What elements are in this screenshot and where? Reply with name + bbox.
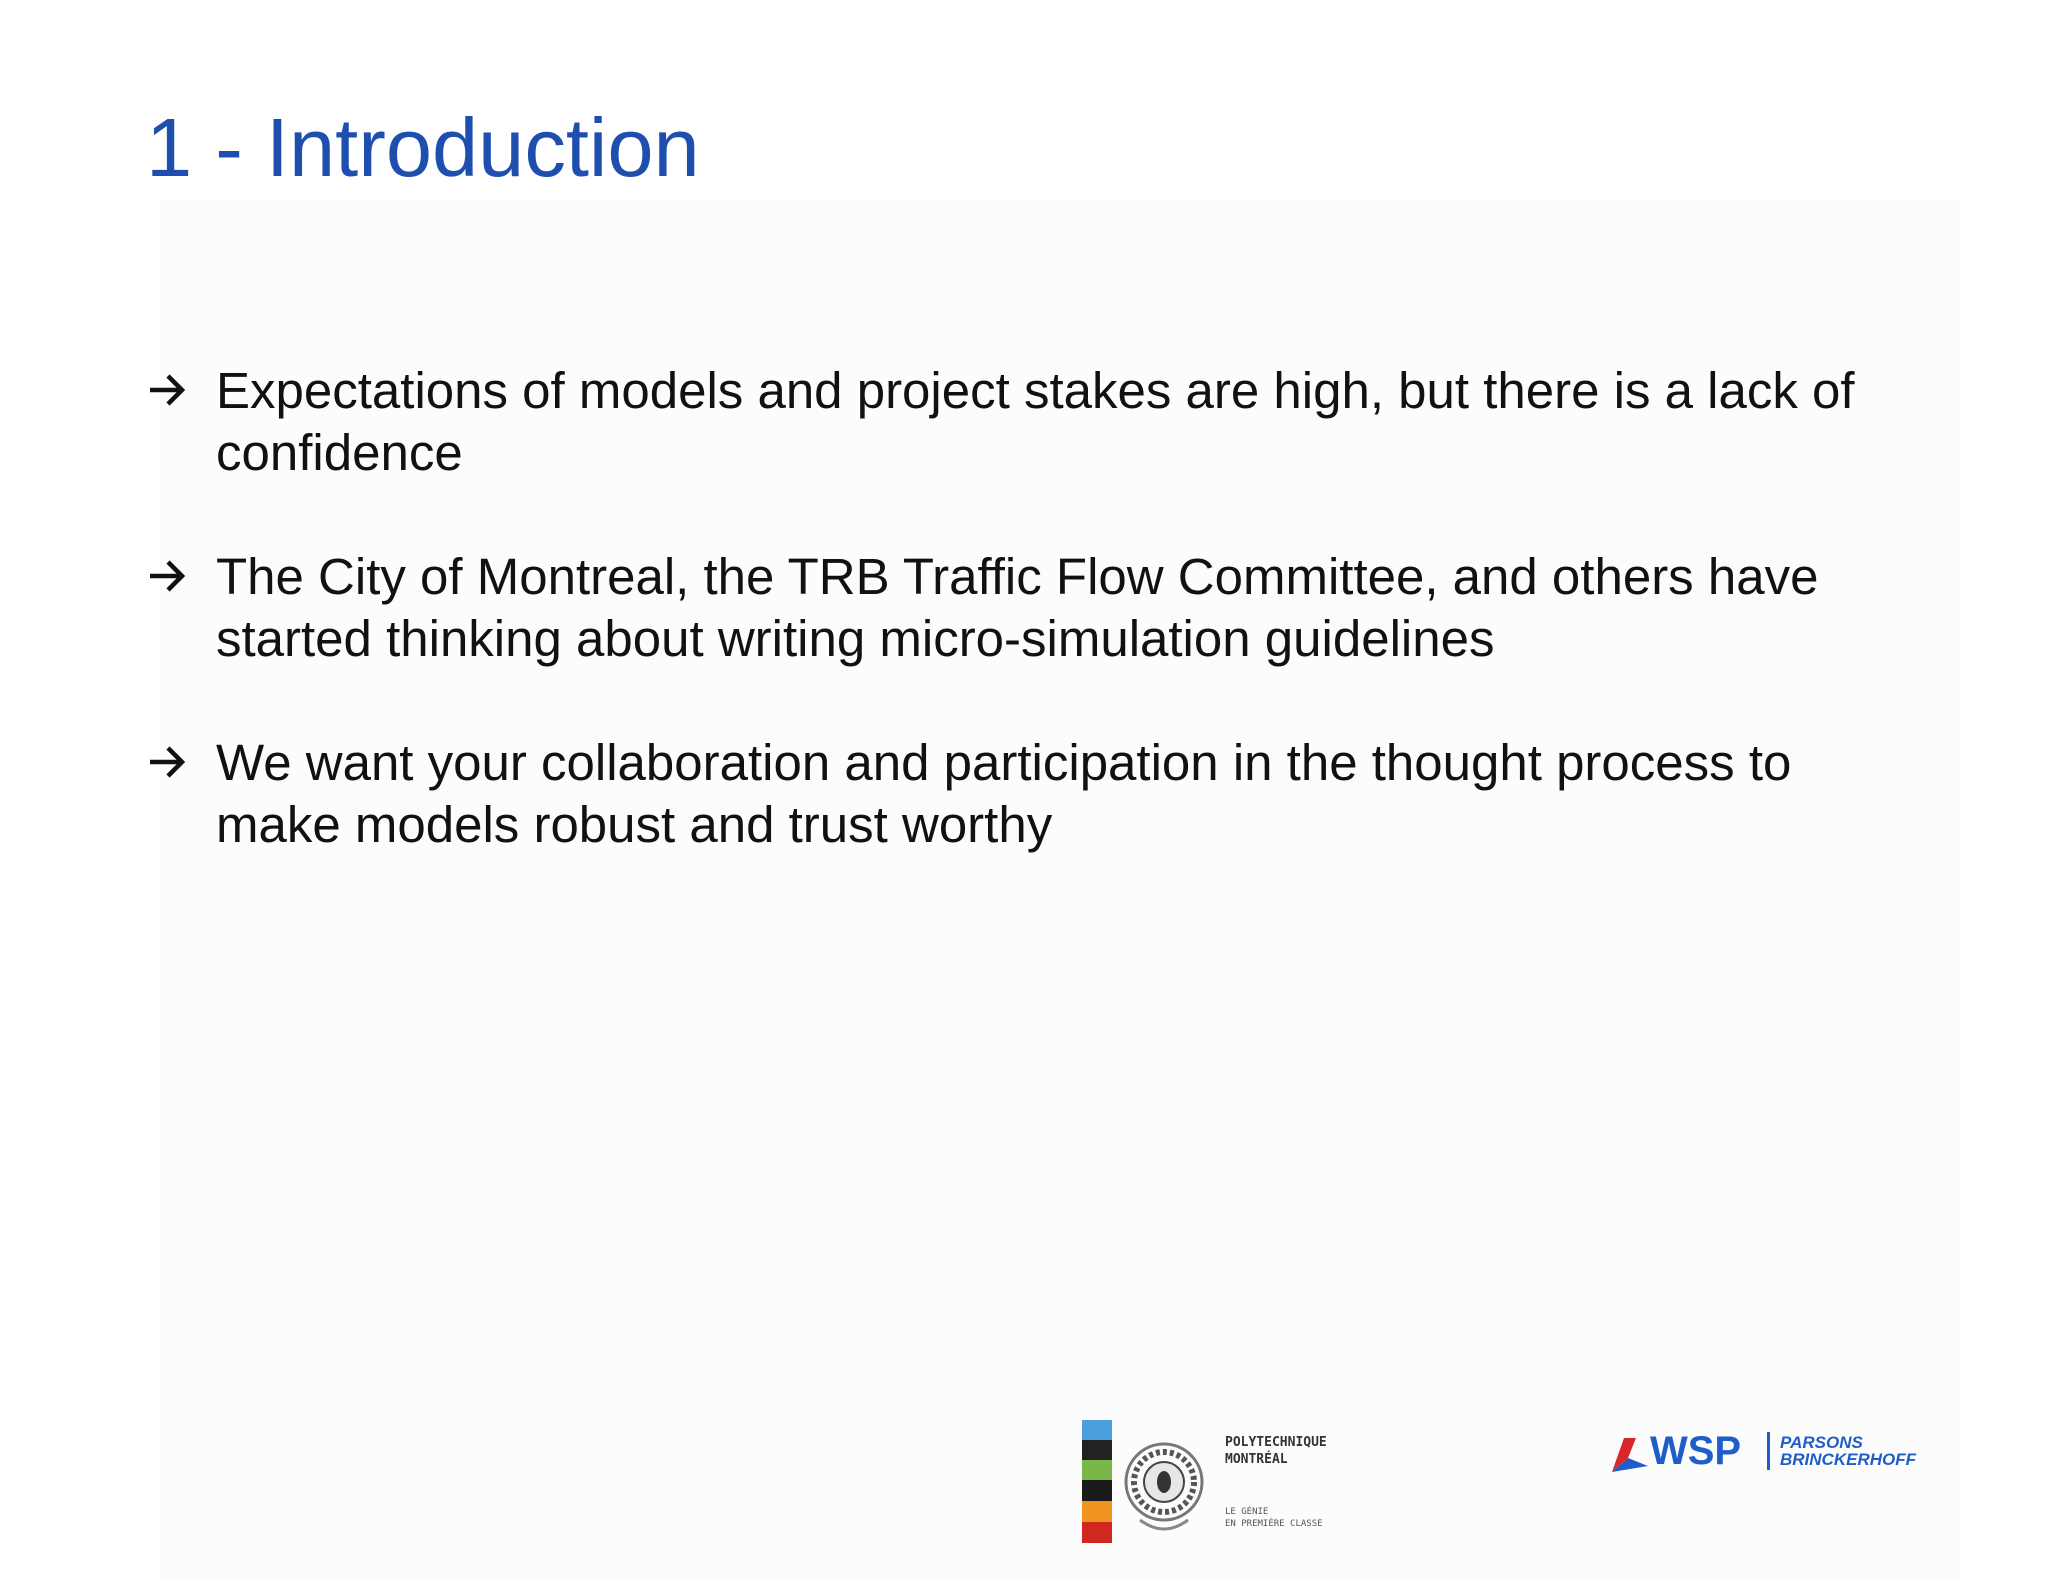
arrow-right-icon (146, 740, 190, 784)
bullet-item (146, 360, 1906, 484)
poly-tagline-line2: EN PREMIÈRE CLASSE (1225, 1519, 1323, 1529)
wsp-wordmark: WSP (1650, 1429, 1742, 1473)
poly-name-line1: POLYTECHNIQUE (1225, 1435, 1327, 1450)
bullet-list (146, 360, 1906, 918)
logo-divider (1767, 1432, 1770, 1470)
slide-title: 1 - Introduction (146, 101, 700, 194)
partner-line1: PARSONS (1780, 1433, 1863, 1452)
color-stripes (1082, 1420, 1112, 1543)
bullet-text: We want your collaboration and participation in the thought process to make models robust and trust worthy (216, 734, 1792, 853)
bullet-text: The City of Montreal, the TRB Traffic Flow Committee, and others have started thinking about writing micro-simulation guidelines (216, 548, 1819, 667)
poly-tagline-line1: LE GÉNIE (1225, 1507, 1269, 1517)
polytechnique-montreal-logo (1082, 1420, 1352, 1545)
poly-name-line2: MONTRÉAL (1225, 1452, 1288, 1467)
bullet-item (146, 546, 1906, 670)
arrow-right-icon (146, 554, 190, 598)
bullet-item (146, 732, 1906, 856)
seal-icon (1126, 1444, 1202, 1529)
partner-line2: BRINCKERHOFF (1780, 1450, 1916, 1469)
wsp-flag-icon (1612, 1438, 1648, 1472)
arrow-right-icon (146, 368, 190, 412)
bullet-text: Expectations of models and project stakes are high, but there is a lack of confidence (216, 362, 1855, 481)
wsp-parsons-brinckerhoff-logo (1610, 1420, 1945, 1475)
